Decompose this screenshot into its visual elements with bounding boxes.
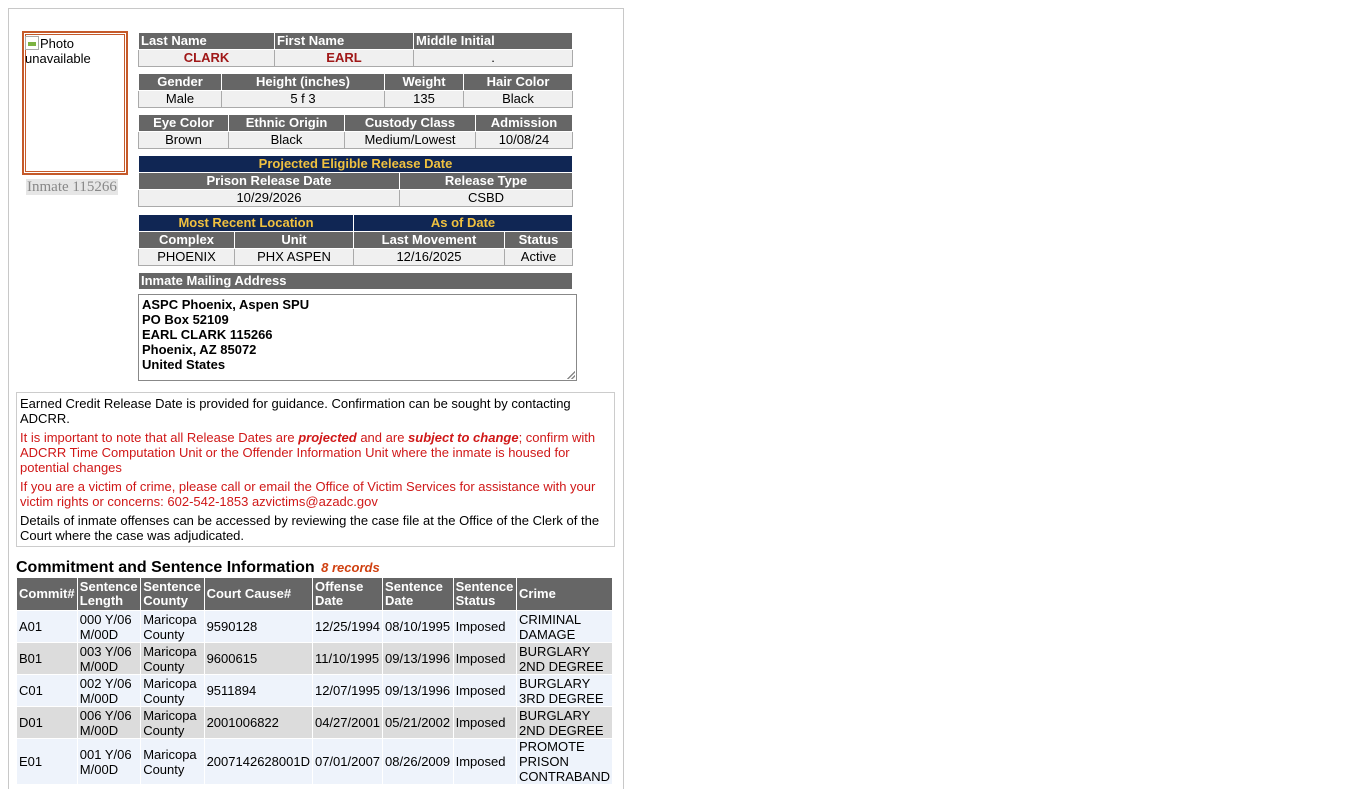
sentence-county-header: Sentence County: [141, 578, 204, 611]
unit-value: PHX ASPEN: [235, 249, 354, 266]
table-row: [17, 707, 613, 739]
court-cause-cell: 9511894: [204, 675, 312, 707]
crime-cell: CRIMINAL DAMAGE: [517, 611, 613, 643]
address-line: ASPC Phoenix, Aspen SPU: [142, 297, 310, 312]
sentence-length-cell: 002 Y/06 M/00D: [77, 675, 140, 707]
sentence-county-cell: Maricopa County: [141, 611, 204, 643]
sentence-county-cell: Maricopa County: [141, 643, 204, 675]
table-row: [17, 611, 613, 643]
offense-date-cell: 12/07/1995: [312, 675, 382, 707]
commitment-body: [17, 611, 613, 785]
first-name-value: EARL: [275, 50, 414, 67]
as-of-date-title: As of Date: [354, 215, 573, 232]
crime-cell: BURGLARY 2ND DEGREE: [517, 707, 613, 739]
weight-header: Weight: [385, 74, 464, 91]
eye-color-value: Brown: [139, 132, 229, 149]
location-table: [138, 214, 573, 266]
hair-color-value: Black: [464, 91, 573, 108]
sentence-status-cell: Imposed: [453, 739, 516, 785]
physical-table: [138, 73, 573, 108]
prison-release-date-value: 10/29/2026: [139, 190, 400, 207]
sentence-length-cell: 001 Y/06 M/00D: [77, 739, 140, 785]
mailing-address-textarea[interactable]: [138, 294, 577, 381]
sentence-date-cell: 08/26/2009: [383, 739, 454, 785]
sentence-date-cell: 08/10/1995: [383, 611, 454, 643]
sentence-status-cell: Imposed: [453, 675, 516, 707]
commit-cell: E01: [17, 739, 78, 785]
last-name-header: Last Name: [139, 33, 275, 50]
offense-date-header: Offense Date: [312, 578, 382, 611]
height-value: 5 f 3: [222, 91, 385, 108]
status-value: Active: [505, 249, 573, 266]
crime-cell: BURGLARY 2ND DEGREE: [517, 643, 613, 675]
commitment-header-row: [17, 578, 613, 611]
court-cause-cell: 2007142628001D: [204, 739, 312, 785]
commitment-title: Commitment and Sentence Information: [16, 559, 315, 576]
offense-date-cell: 12/25/1994: [312, 611, 382, 643]
sentence-status-cell: Imposed: [453, 707, 516, 739]
court-cause-cell: 9600615: [204, 643, 312, 675]
sentence-county-cell: Maricopa County: [141, 707, 204, 739]
complex-header: Complex: [139, 232, 235, 249]
commit-cell: B01: [17, 643, 78, 675]
commit-cell: C01: [17, 675, 78, 707]
ethnic-origin-header: Ethnic Origin: [229, 115, 345, 132]
address-line: EARL CLARK 115266: [142, 327, 273, 342]
prison-release-date-header: Prison Release Date: [139, 173, 400, 190]
last-name-value: CLARK: [139, 50, 275, 67]
offense-date-cell: 07/01/2007: [312, 739, 382, 785]
inmate-detail-panel: [8, 8, 624, 789]
eye-color-header: Eye Color: [139, 115, 229, 132]
weight-value: 135: [385, 91, 464, 108]
sentence-status-cell: Imposed: [453, 611, 516, 643]
gender-header: Gender: [139, 74, 222, 91]
address-line: PO Box 52109: [142, 312, 229, 327]
commit-cell: A01: [17, 611, 78, 643]
first-name-header: First Name: [275, 33, 414, 50]
sentence-date-header: Sentence Date: [383, 578, 454, 611]
court-cause-cell: 2001006822: [204, 707, 312, 739]
sentence-date-cell: 09/13/1996: [383, 675, 454, 707]
status-header: Status: [505, 232, 573, 249]
table-row: [17, 643, 613, 675]
release-title: Projected Eligible Release Date: [139, 156, 573, 173]
sentence-county-cell: Maricopa County: [141, 675, 204, 707]
middle-initial-value: .: [414, 50, 573, 67]
inmate-number-caption: Inmate 115266: [27, 179, 117, 195]
commit-cell: D01: [17, 707, 78, 739]
sentence-status-header: Sentence Status: [453, 578, 516, 611]
release-notes: [16, 392, 615, 547]
photo-alt-text: Photo unavailable: [25, 36, 91, 66]
table-row: [17, 675, 613, 707]
sentence-date-cell: 09/13/1996: [383, 643, 454, 675]
last-movement-header: Last Movement: [354, 232, 505, 249]
table-row: [17, 739, 613, 785]
sentence-length-cell: 006 Y/06 M/00D: [77, 707, 140, 739]
name-table: [138, 32, 573, 67]
sentence-length-header: Sentence Length: [77, 578, 140, 611]
guidance-note: Earned Credit Release Date is provided for guidance. Confirmation can be sought by contacting ADCRR.: [20, 396, 571, 426]
commitment-table: [16, 577, 613, 785]
crime-cell: BURGLARY 3RD DEGREE: [517, 675, 613, 707]
inmate-photo: [22, 31, 128, 175]
height-header: Height (inches): [222, 74, 385, 91]
middle-initial-header: Middle Initial: [414, 33, 573, 50]
release-type-value: CSBD: [400, 190, 573, 207]
commitment-heading: [16, 559, 380, 577]
crime-header: Crime: [517, 578, 613, 611]
address-line: United States: [142, 357, 226, 372]
mailing-header-table: [138, 272, 573, 290]
last-movement-value: 12/16/2025: [354, 249, 505, 266]
custody-class-header: Custody Class: [345, 115, 476, 132]
offense-date-cell: 04/27/2001: [312, 707, 382, 739]
complex-value: PHOENIX: [139, 249, 235, 266]
hair-color-header: Hair Color: [464, 74, 573, 91]
ethnic-origin-value: Black: [229, 132, 345, 149]
projected-dates-note: It is important to note that all Release Dates are projected and are subject to change; confirm with ADCRR Time Computation Unit or the Offender Information Unit where the inmate is housed for potential changes: [20, 430, 596, 475]
custody-class-value: Medium/Lowest: [345, 132, 476, 149]
court-cause-header: Court Cause#: [204, 578, 312, 611]
offense-date-cell: 11/10/1995: [312, 643, 382, 675]
details-table: [138, 114, 573, 149]
commit-header: Commit#: [17, 578, 78, 611]
court-cause-cell: 9590128: [204, 611, 312, 643]
offense-details-note: Details of inmate offenses can be accessed by reviewing the case file at the Office of the Clerk of the Court where the case was adjudicated.: [20, 513, 600, 543]
sentence-date-cell: 05/21/2002: [383, 707, 454, 739]
admission-value: 10/08/24: [476, 132, 573, 149]
mailing-address-title: Inmate Mailing Address: [139, 273, 573, 290]
gender-value: Male: [139, 91, 222, 108]
sentence-length-cell: 000 Y/06 M/00D: [77, 611, 140, 643]
release-table: [138, 155, 573, 207]
crime-cell: PROMOTE PRISON CONTRABAND: [517, 739, 613, 785]
release-type-header: Release Type: [400, 173, 573, 190]
most-recent-location-title: Most Recent Location: [139, 215, 354, 232]
admission-header: Admission: [476, 115, 573, 132]
broken-image-icon: [25, 36, 39, 50]
unit-header: Unit: [235, 232, 354, 249]
sentence-length-cell: 003 Y/06 M/00D: [77, 643, 140, 675]
resize-handle-icon[interactable]: [567, 371, 575, 379]
sentence-county-cell: Maricopa County: [141, 739, 204, 785]
victim-services-note: If you are a victim of crime, please call or email the Office of Victim Services for assistance with your victim rights or concerns: 602-542-1853 azvictims@azadc.gov: [20, 479, 596, 509]
address-line: Phoenix, AZ 85072: [142, 342, 257, 357]
sentence-status-cell: Imposed: [453, 643, 516, 675]
records-count: 8 records: [321, 560, 380, 575]
